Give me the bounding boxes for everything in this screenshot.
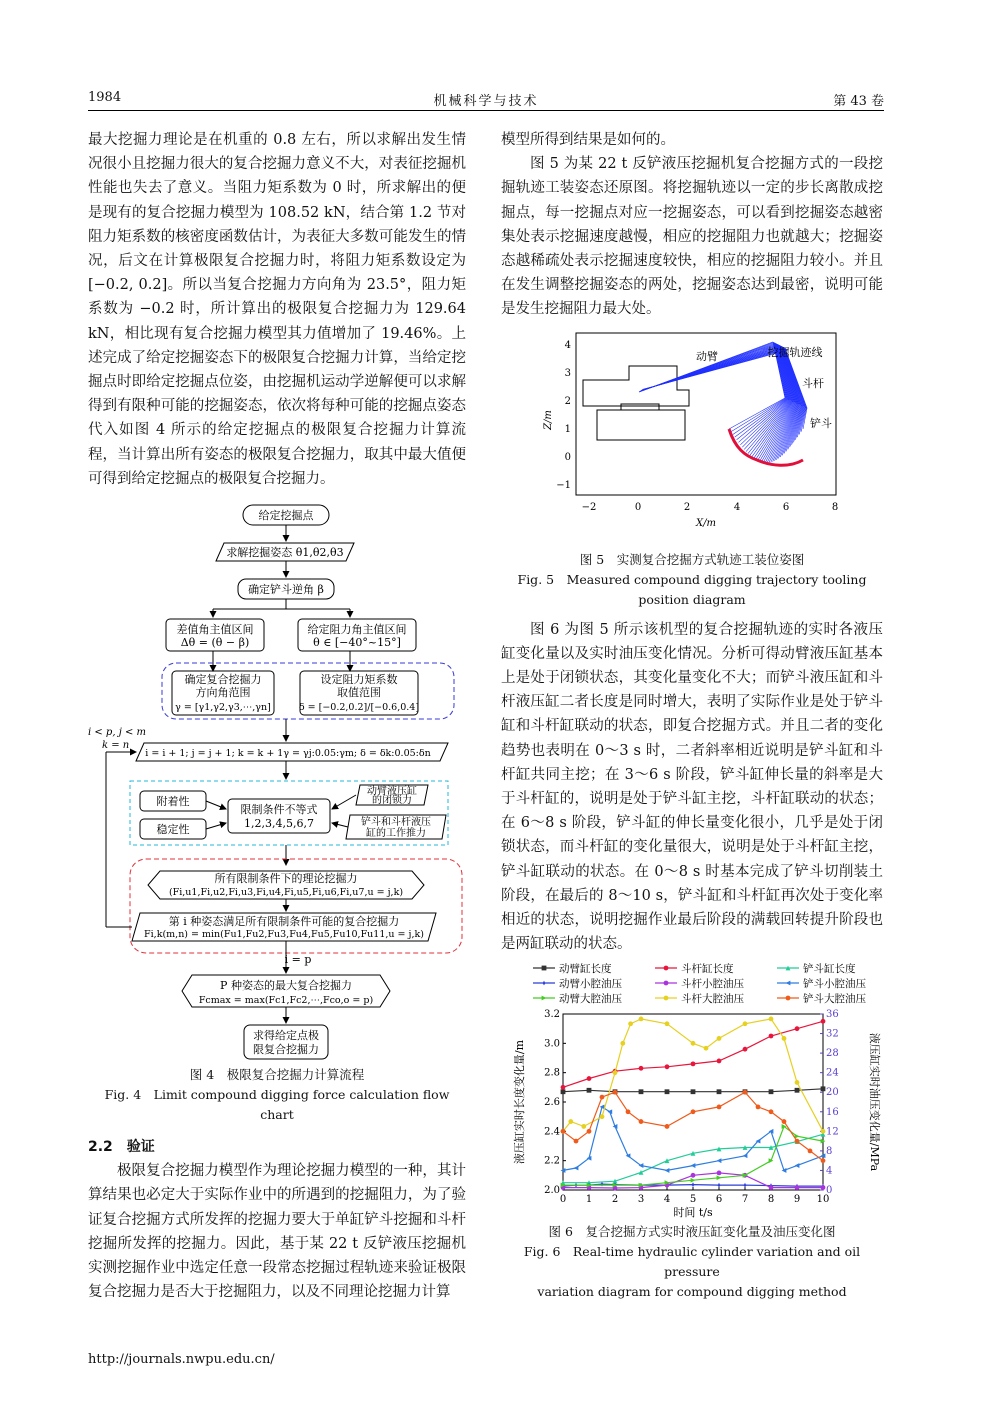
fig6-point [795,1081,800,1086]
fig6-legend-label: 斗杆缸长度 [681,963,734,976]
fig6-ytick-label: 2.6 [544,1097,560,1109]
fig6-point [743,1022,748,1027]
flow-start: 给定挖掘点 [258,509,314,523]
fig5-cab-outline [583,366,689,406]
flow-box-a-2: Δθ = (θ − β) [180,636,250,650]
flow-box-d-2: 取值范围 [337,686,381,700]
fig6-point [691,1041,696,1046]
left-column [88,128,466,1304]
fig6-point [613,1071,618,1076]
fig6-xtick-label: 0 [559,1194,567,1206]
fig6-point [795,1027,800,1032]
fig6-y2label: 液压缸实时油压变化量/MPa [868,1033,881,1172]
fig6-xtick-label: 6 [715,1194,723,1206]
fig6-point [665,1090,670,1095]
section-heading: 2.2 验证 [88,1139,155,1156]
fig6-point [704,1046,709,1051]
fig6-legend-label: 动臂大腔油压 [559,993,622,1006]
fig6-y2tick-label: 4 [826,1165,833,1177]
fig5-ylabel: Z/m [543,409,554,430]
fig6-xtick-label: 4 [663,1194,671,1206]
journal-title: 机械科学与技术 [433,94,539,109]
fig4-flowchart [88,503,466,1063]
fig5-label-boom: 动臂 [696,349,718,363]
fig6-point [620,1041,625,1046]
fig6-legend-item [533,977,622,990]
flow-box-a-1: 差值角主值区间 [176,623,254,637]
fig6-point [542,981,547,986]
fig6-point [691,1110,696,1115]
fig6-point [628,1022,633,1027]
fig6-point [691,1183,696,1188]
fig6-point [821,1129,826,1134]
fig6-point [639,1017,644,1022]
fig6-point [717,1183,722,1188]
fig6-legend-item [533,962,612,975]
fig6-point [786,981,791,986]
fig6-y2tick-label: 20 [826,1087,839,1099]
fig6-ytick-label: 3.0 [544,1038,560,1050]
fig6-point [743,1154,748,1159]
fig6-legend-label: 铲斗缸长度 [803,963,856,976]
flow-box-d-1: 设定阻力矩系数 [320,673,398,687]
fig5-caption-en-2: position diagram [638,591,746,607]
fig6-point [769,1110,774,1115]
fig6-series [561,1017,826,1191]
fig6-point [587,1129,592,1134]
flow-box-b-1: 给定阻力角主值区间 [307,623,407,637]
flow-step1: 求解挖掘姿态 θ1,θ2,θ3 [226,546,344,560]
fig6-xtick-label: 5 [689,1194,697,1206]
fig6-point [542,996,547,1001]
fig6-xtick-label: 2 [611,1194,619,1206]
fig6-legend-label: 铲斗大腔油压 [803,993,866,1006]
fig6-point [717,1105,722,1110]
page-number: 1984 [88,90,122,105]
fig6-y2tick-label: 36 [826,1009,839,1021]
fig5-xtick: 6 [782,501,790,513]
flow-c5-2: 缸的工作推力 [366,828,426,840]
fig6-point [600,1115,605,1120]
flow-pmax-2: Fcmax = max(Fc1,Fc2,⋯,Fco,o = p) [198,995,374,1007]
flow-c4-1: 动臂液压缸 [367,786,417,798]
fig5-ytick: 0 [564,451,571,463]
fig6-y2tick-label: 12 [826,1126,839,1138]
fig6-point [542,966,547,971]
fig5-caption-en-1: Fig. 5 Measured compound digging trajectory tooling [517,571,867,587]
fig6-series-斗杆缸长度 [561,1019,826,1090]
fig6-point [743,1047,748,1052]
fig5-xtick: −2 [581,501,597,513]
fig6-xlabel: 时间 t/s [673,1206,713,1220]
fig5-track-outline [597,410,685,440]
fig6-point [561,1085,566,1090]
flow-possible-1: 第 i 种姿态满足所有限制条件可能的复合挖掘力 [168,915,400,929]
fig6-ytick-label: 3.2 [544,1009,560,1021]
fig6-legend-item [655,977,744,990]
fig5-xlabel: X/m [696,517,716,529]
fig6-y2tick-label: 32 [826,1029,839,1041]
fig6-legend-label: 斗杆大腔油压 [681,993,744,1006]
fig6-chart [501,960,883,1222]
fig6-legend-item [655,992,744,1005]
fig6-legend-item [777,992,866,1005]
fig6-point [664,981,669,986]
flow-box-b-2: θ ∈ [−40°~15°] [313,636,401,650]
fig5-pose-lines [639,342,807,463]
fig6-point [717,1090,722,1095]
fig5-ytick: 4 [564,339,571,351]
right-paragraph-2: 图 5 为某 22 t 反铲液压挖掘机复合挖掘方式的一段挖掘轨迹工装姿态还原图。将挖掘轨迹以一定的步长离散成挖掘点，每一挖掘点对应一挖掘姿态，可以看到挖掘姿态越密集处表示挖掘速度越慢，相应的挖掘阻力也就越大；挖掘姿态越稀疏处表示挖掘速度较快，相应的挖掘阻力较小。并且在发生调整挖掘姿态的两处，挖掘姿态达到最密，说明可能是发生挖掘阻力最大处。 [501,156,883,318]
fig6-point [600,1095,605,1100]
fig6-point [568,1120,573,1125]
fig5-label-bucket: 铲斗 [810,416,832,430]
fig6-point [691,1164,696,1169]
fig6-xtick-label: 7 [741,1194,749,1206]
fig6-xtick-label: 8 [767,1194,775,1206]
fig6-point [639,1066,644,1071]
running-header [88,88,884,111]
fig6-ytick-label: 2.4 [544,1126,560,1138]
fig6-y2tick-label: 0 [826,1185,833,1197]
fig6-point [743,1090,748,1095]
fig6-point [665,1125,670,1130]
fig5-ytick: −1 [556,479,571,491]
fig6-point [717,1037,722,1042]
fig6-point [639,1090,644,1095]
fig6-series-动臂大腔油压 [561,1125,826,1188]
fig6-ytick-label: 2.2 [544,1156,560,1168]
fig5-caption-cn: 图 5 实测复合挖掘方式轨迹工装位姿图 [579,551,805,567]
fig6-point [756,1105,761,1110]
flow-loop-box: i = i + 1; j = j + 1; k = k + 1γ = γj:0.05:γm; δ = δk:0.05:δn [145,748,431,760]
left-paragraph-1: 最大挖掘力理论是在机重的 0.8 左右，所以求解出发生情况很小且挖掘力很大的复合挖掘力意义不大，对表征挖掘机性能也失去了意义。当阻力矩系数为 0 时，所求解出的便是现有的复合挖掘力模型为 108.52 kN，结合第 1.2 节对阻力矩系数的核密度函数估计，为表征大多数可能发生的情况，后文在计算极限复合挖掘力时，将阻力矩系数设定为 [−0.2, 0.2]。所以当复合挖掘力方向角为 23.5°，阻力矩系数为 −0.2 时，所计算出的极限复合挖掘力为 129.64 kN，相比现有复合挖掘力模型其力值增加了 19.46%。上述完成了给定挖掘姿态下的极限复合挖掘力计算，当给定挖掘点时即给定挖掘点位姿，由挖掘机运动学逆解便可以求解得到有限种可能的挖掘姿态，依次将每种可能的挖掘点姿态代入如图 4 所示的给定挖掘点的极限复合挖掘力计算流程，当计算出所有姿态的极限复合挖掘力，取其中最大值便可得到给定挖掘点的极限复合挖掘力。 [88,132,466,487]
fig6-y2tick-label: 28 [826,1048,839,1060]
fig6-point [782,1120,787,1125]
fig6-legend-label: 斗杆小腔油压 [681,978,744,991]
fig4-caption-en: Fig. 4 Limit compound digging force calculation flow chart [104,1087,450,1123]
fig6-caption-en-1: Fig. 6 Real-time hydraulic cylinder variation and oil pressure [523,1244,861,1280]
fig6-point [717,1176,722,1181]
fig6-legend-item [655,962,734,975]
fig6-legend-item [777,962,856,975]
fig6-point [664,996,669,1001]
fig6-point [691,1062,696,1067]
fig6-y2tick-label: 24 [826,1068,839,1080]
flow-c1: 附着性 [156,795,190,809]
fig6-series-动臂缸长度 [561,1087,826,1095]
fig6-point [795,1186,800,1191]
fig6-series-铲斗小腔油压 [561,1105,826,1173]
flow-c3-1: 限制条件不等式 [240,803,318,817]
fig6-point [665,1022,670,1027]
fig6-series-line [563,1022,823,1088]
fig6-y2tick-label: 8 [826,1146,833,1158]
flow-end-2: 限复合挖掘力 [253,1043,319,1057]
fig6-caption-en-2: variation diagram for compound digging method [537,1284,847,1300]
fig6-point [574,1139,579,1144]
fig6-point [821,1087,826,1092]
fig6-y2tick-label: 16 [826,1107,839,1119]
fig4-caption-cn: 图 4 极限复合挖掘力计算流程 [189,1067,365,1083]
right-column [501,128,883,1302]
fig6-point [561,1129,566,1134]
fig5-xtick: 2 [683,501,691,513]
flow-loop-cond-1: i < p, j < m [88,727,147,739]
fig5-turntable [621,404,659,410]
right-paragraph-3: 图 6 为图 5 所示该机型的复合挖掘轨迹的实时各液压缸变化量以及实时油压变化情况。分析可得动臂液压缸基本上是处于闭锁状态，其变化量变化不大；而铲斗液压缸和斗杆液压缸二者长度是同时增大，表明了实际作业是处于铲斗缸和斗杆缸联动的状态，即复合挖掘方式。并且二者的变化趋势也表明在 0～3 s 时，二者斜率相近说明是铲斗缸和斗杆缸共同主挖；在 3～6 s 阶段，铲斗缸伸长量的斜率是大于斗杆缸的，说明是处于铲斗缸主挖，斗杆缸联动的状态；在 6～8 s 阶段，铲斗缸的伸长量变化很小，几乎是处于闭锁状态，而斗杆缸的变化量很大，说明是处于斗杆缸主挖，铲斗缸联动的状态。在 0～8 s 时基本完成了铲斗切削装土阶段，在最后的 8～10 s，铲斗缸和斗杆缸再次处于变化率相近的状态，说明挖掘作业最后阶段的满载回转提升阶段也是两缸联动的状态。 [501,621,883,953]
flow-theory-2: (Fi,u1,Fi,u2,Fi,u3,Fi,u4,Fi,u5,Fi,u6,Fi,u7,u = j,k) [168,887,404,899]
fig5-ytick: 1 [564,423,571,435]
flow-box-c-2: 方向角范围 [195,686,251,700]
flow-c3-2: 1,2,3,4,5,6,7 [244,817,314,831]
flow-box-d-3: δ = [−0.2,0.2]/[−0.6,0.4] [298,702,420,714]
fig6-legend-label: 动臂小腔油压 [559,978,622,991]
fig6-point [769,1034,774,1039]
fig6-legend [533,962,866,1005]
fig6-point [665,1169,670,1174]
fig6-legend-item [777,977,866,990]
fig6-xtick-label: 1 [585,1194,593,1206]
fig6-point [769,1017,774,1022]
fig6-xtick-label: 10 [816,1194,830,1206]
fig6-ylabel: 液压缸实时长度变化量/m [513,1040,526,1165]
fig6-point [664,966,669,971]
fig5-xtick: 8 [831,501,839,513]
fig6-point [769,1186,774,1191]
flow-ip: i = p [284,953,312,967]
flow-c2: 稳定性 [156,823,190,837]
fig6-point [691,1090,696,1095]
fig6-point [795,1164,800,1169]
fig6-legend-item [533,992,622,1005]
fig6-point [782,1037,787,1042]
fig6-point [665,1065,670,1070]
footer-url: http://journals.nwpu.edu.cn/ [88,1352,275,1367]
left-paragraph-2: 极限复合挖掘力模型作为理论挖掘力模型的一种，其计算结果也必定大于实际作业中的所遇到的挖掘阻力，为了验证复合挖掘方式所发挥的挖掘力要大于单缸铲斗挖掘和斗杆挖掘所发挥的挖掘力。因此，基于某 22 t 反铲液压挖掘机实测挖掘作业中选定任意一段常态挖掘过程轨迹来验证极限复合挖掘力是否大于挖掘阻力，以及不同理论挖掘力计算 [88,1163,466,1301]
fig6-point [691,1173,696,1178]
fig6-point [691,1178,696,1183]
fig6-point [795,1088,800,1093]
fig6-point [639,1120,644,1125]
right-paragraph-1: 模型所得到结果是如何的。 [501,132,675,148]
fig6-point [587,1088,592,1093]
flow-end-1: 求得给定点极 [253,1029,319,1043]
fig6-point [808,1149,813,1154]
fig6-ytick-label: 2.8 [544,1068,560,1080]
flow-pmax-1: P 种姿态的最大复合挖掘力 [220,979,352,993]
fig5-ytick: 2 [564,395,571,407]
fig5-pose-diagram [501,328,883,550]
fig5-ytick: 3 [564,367,571,379]
fig6-legend-label: 铲斗小腔油压 [803,978,866,991]
fig6-point [821,1159,826,1164]
fig6-point [626,1110,631,1115]
fig6-point [821,1186,826,1191]
fig6-point [821,1019,826,1024]
fig5-xtick: 4 [733,501,741,513]
fig6-point [717,1159,722,1164]
flow-box-c-3: γ = [γ1,γ2,γ3,⋯,γn] [175,702,271,714]
flow-possible-2: Fi,k(m,n) = min(Fu1,Fu2,Fu3,Fu4,Fu5,Fu10,Fu11,u = j,k) [144,929,424,941]
fig6-point [743,1183,748,1188]
volume-label: 第 43 卷 [833,94,884,109]
fig6-point [786,996,791,1001]
fig6-point [717,1171,722,1176]
fig6-point [613,1090,618,1095]
flow-c5-1: 铲斗和斗杆液压 [361,817,431,829]
fig6-point [795,1139,800,1144]
flow-c4-2: 的闭锁力 [372,795,412,807]
fig6-xtick-label: 9 [793,1194,801,1206]
fig6-xtick-label: 3 [637,1194,645,1206]
fig6-point [626,1154,631,1159]
fig6-point [717,1059,722,1064]
flow-step2: 确定铲斗逆角 β [248,583,324,597]
fig6-point [581,1125,586,1130]
fig5-xtick: 0 [634,501,642,513]
fig6-legend-label: 动臂缸长度 [559,963,612,976]
fig6-point [561,1090,566,1095]
fig5-label-track: 挖掘轨迹线 [767,345,823,359]
flow-box-c-1: 确定复合挖掘力 [184,673,262,687]
fig6-point [769,1159,774,1164]
flow-loop-cond-2: k = n [102,740,130,752]
flow-theory-1: 所有限制条件下的理论挖掘力 [214,872,358,886]
fig5-label-stick: 斗杆 [802,376,824,390]
fig6-point [574,1166,579,1171]
fig6-caption-cn: 图 6 复合挖掘方式实时液压缸变化量及油压变化图 [548,1224,836,1240]
fig6-ytick-label: 2.0 [544,1185,560,1197]
fig6-point [587,1077,592,1082]
fig6-point [769,1090,774,1095]
